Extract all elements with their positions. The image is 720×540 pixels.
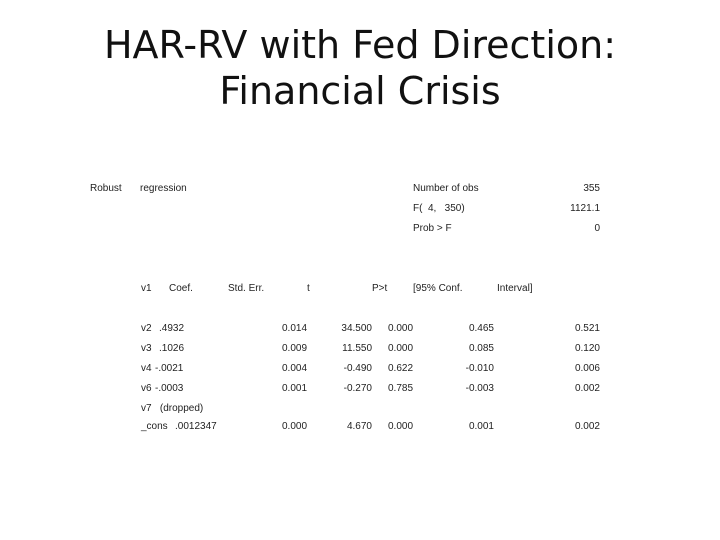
row-p: 0.000 xyxy=(388,421,414,432)
row-coef: .4932 xyxy=(159,323,185,334)
row-var: v4 xyxy=(141,363,152,374)
row-var: _cons xyxy=(141,421,168,432)
row-ci-high: 0.002 xyxy=(574,383,600,394)
row-ci-high: 0.006 xyxy=(574,363,600,374)
row-coef: .0012347 xyxy=(175,421,217,432)
row-ci-low: -0.003 xyxy=(465,383,494,394)
regression-label: regression xyxy=(140,183,187,194)
stat-label-f: F( 4, 350) xyxy=(413,203,465,214)
row-coef: -.0021 xyxy=(155,363,184,374)
header-coef: Coef. xyxy=(169,283,193,294)
row-p: 0.785 xyxy=(388,383,414,394)
stat-label-prob: Prob > F xyxy=(413,223,452,234)
row-ci-low: 0.001 xyxy=(468,421,494,432)
row-ci-high: 0.521 xyxy=(574,323,600,334)
row-se: 0.004 xyxy=(282,363,308,374)
slide-title: HAR-RV with Fed Direction: Financial Crisis xyxy=(103,23,617,113)
row-ci-high: 0.002 xyxy=(574,421,600,432)
row-var: v2 xyxy=(141,323,152,334)
row-se: 0.001 xyxy=(282,383,308,394)
row-var: v6 xyxy=(141,383,152,394)
header-p: P>t xyxy=(372,283,388,294)
header-stderr: Std. Err. xyxy=(228,283,265,294)
row-p: 0.000 xyxy=(388,343,414,354)
row-se: 0.014 xyxy=(282,323,308,334)
header-ci-high: Interval] xyxy=(497,283,533,294)
header-ci-low: [95% Conf. xyxy=(413,283,463,294)
row-var: v3 xyxy=(141,343,152,354)
row-coef: .1026 xyxy=(159,343,185,354)
row-p: 0.000 xyxy=(388,323,414,334)
stat-value-f: 1121.1 xyxy=(570,203,600,214)
row-t: -0.270 xyxy=(343,383,372,394)
robust-label: Robust xyxy=(90,183,122,194)
dropped-note: v7 (dropped) xyxy=(141,403,204,414)
row-coef: -.0003 xyxy=(155,383,184,394)
stat-label-nobs: Number of obs xyxy=(413,183,479,194)
row-ci-high: 0.120 xyxy=(574,343,600,354)
stat-value-prob: 0 xyxy=(594,223,600,234)
row-t: -0.490 xyxy=(343,363,372,374)
row-t: 34.500 xyxy=(341,323,372,334)
row-ci-low: 0.465 xyxy=(468,323,494,334)
header-t: t xyxy=(307,283,310,294)
row-ci-low: -0.010 xyxy=(465,363,494,374)
stat-value-nobs: 355 xyxy=(583,183,600,194)
header-var: v1 xyxy=(141,283,152,294)
row-p: 0.622 xyxy=(388,363,414,374)
row-ci-low: 0.085 xyxy=(468,343,494,354)
row-se: 0.000 xyxy=(282,421,308,432)
row-t: 4.670 xyxy=(346,421,372,432)
row-t: 11.550 xyxy=(342,343,372,354)
row-se: 0.009 xyxy=(282,343,308,354)
